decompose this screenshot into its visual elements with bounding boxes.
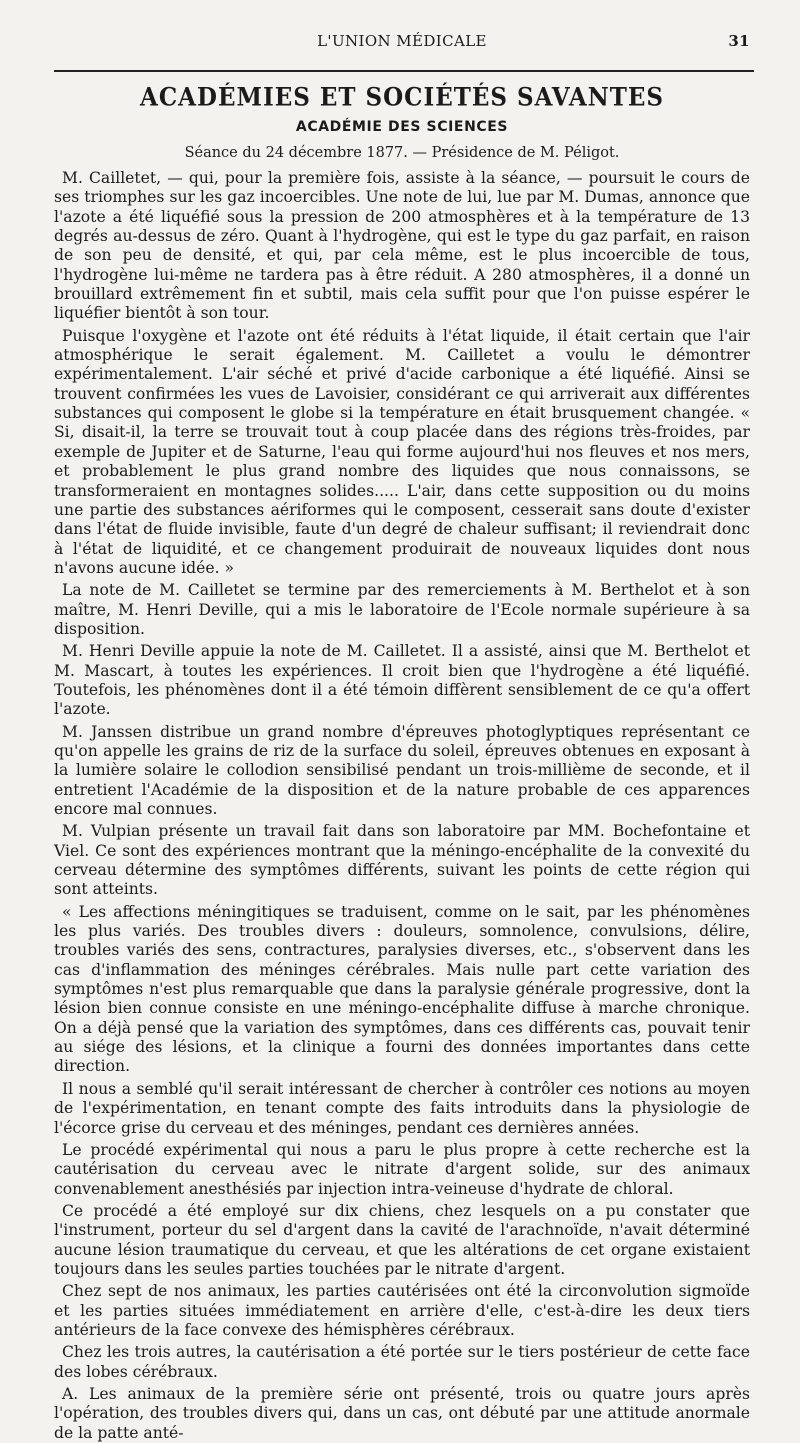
paragraph: Le procédé expérimental qui nous a paru le plus propre à cette recherche est la cautérisation du cerveau avec le nitrate d'argent solide, sur des animaux convenablement anesthésiés par injection intra-veineuse d'hydrate de chloral. bbox=[54, 1140, 750, 1198]
header-rule bbox=[54, 70, 754, 72]
paragraph: « Les affections méningitiques se traduisent, comme on le sait, par les phénomènes les plus variés. Des troubles divers : douleurs, somnolence, convulsions, délire, troubles variés des sens, contractures, paralysies diverses, etc., s'observent dans les cas d'inflammation des méninges cérébrales. Mais nulle part cette variation des symptômes n'est plus remarquable que dans la paralysie générale progressive, dont la lésion bien connue consiste en une méningo-encéphalite diffuse à marche chronique. On a déjà pensé que la variation des symptômes, dans ces différents cas, pouvait tenir au siége des lésions, et la clinique a fourni des données importantes dans cette direction. bbox=[54, 902, 750, 1076]
paragraph: Puisque l'oxygène et l'azote ont été réduits à l'état liquide, il était certain que l'air atmosphérique le serait également. M. Cailletet a voulu le démontrer expérimentalement. L'air séché et privé d'acide carbonique a été liquéfié. Ainsi se trouvent confirmées les vues de Lavoisier, considérant ce qui arriverait aux différentes substances qui composent le globe si la température en était brusquement changée. « Si, disait-il, la terre se trouvait tout à coup placée dans des régions très-froides, par exemple de Jupiter et de Saturne, l'eau qui forme aujourd'hui nos fleuves et nos mers, et probablement le plus grand nombre des liquides que nous connaissons, se transformeraient en montagnes solides..... L'air, dans cette supposition ou du moins une partie des substances aériformes qui le composent, cesserait sans doute d'exister dans l'état de fluide invisible, faute d'un degré de chaleur suffisant; il reviendrait donc à l'état de liquidité, et ce changement produirait de nouveaux liquides dont nous n'avons aucune idée. » bbox=[54, 326, 750, 577]
academy-subtitle: ACADÉMIE DES SCIENCES bbox=[295, 119, 509, 135]
running-title: L'UNION MÉDICALE bbox=[317, 32, 487, 50]
paragraph: Il nous a semblé qu'il serait intéressant de chercher à contrôler ces notions au moyen de l'expérimentation, en tenant compte des faits introduits dans la physiologie de l'écorce grise du cerveau et des méninges, pendant ces dernières années. bbox=[54, 1079, 750, 1137]
paragraph: M. Janssen distribue un grand nombre d'épreuves photoglyptiques représentant ce qu'on appelle les grains de riz de la surface du soleil, épreuves obtenues en exposant à la lumière solaire le collodion sensibilisé pendant un trois-millième de seconde, et il entretient l'Académie de la disposition et de la nature probable de ces apparences encore mal connues. bbox=[54, 722, 750, 818]
paragraph: Ce procédé a été employé sur dix chiens, chez lesquels on a pu constater que l'instrument, porteur du sel d'argent dans la cavité de l'arachnoïde, n'avait déterminé aucune lésion traumatique du cerveau, et que les altérations de cet organe existaient toujours dans les seules parties touchées par le nitrate d'argent. bbox=[54, 1201, 750, 1278]
page-number: 31 bbox=[728, 32, 750, 50]
page-header bbox=[54, 30, 750, 52]
paragraph: M. Henri Deville appuie la note de M. Cailletet. Il a assisté, ainsi que M. Berthelot et M. Mascart, à toutes les expériences. Il croit bien que l'hydrogène a été liquéfié. Toutefois, les phénomènes dont il a été témoin diffèrent sensiblement de ce qu'a offert l'azote. bbox=[54, 642, 750, 719]
paragraph: M. Vulpian présente un travail fait dans son laboratoire par MM. Bochefontaine et Viel. Ce sont des expériences montrant que la méningo-encéphalite de la convexité du cerveau détermine des symptômes différents, suivant les points de cette région qui sont atteints. bbox=[54, 822, 750, 899]
paragraph: A. Les animaux de la première série ont présenté, trois ou quatre jours après l'opération, des troubles divers qui, dans un cas, ont débuté par une attitude anormale de la patte anté- bbox=[54, 1384, 750, 1442]
paragraph: La note de M. Cailletet se termine par des remerciements à M. Berthelot et à son maître, M. Henri Deville, qui a mis le laboratoire de l'Ecole normale supérieure à sa disposition. bbox=[54, 581, 750, 638]
paragraph: M. Cailletet, — qui, pour la première fois, assiste à la séance, — poursuit le cours de ses triomphes sur les gaz incoercibles. Une note de lui, lue par M. Dumas, annonce que l'azote a été liquéfié sous la pression de 200 atmosphères et à la température de 13 degrés au-dessus de zéro. Quant à l'hydrogène, qui est le type du gaz parfait, en raison de son peu de densité, et qui, par cela même, est le plus incoercible de tous, l'hydrogène lui-même ne tardera pas à être réduit. A 280 atmosphères, il a donné un brouillard extrêmement fin et subtil, mais cela suffit pour que l'on puisse espérer le liquéfier bientôt à son tour. bbox=[54, 169, 750, 323]
session-line: Séance du 24 décembre 1877. — Présidence de M. Péligot. bbox=[184, 145, 620, 161]
paragraph: Chez sept de nos animaux, les parties cautérisées ont été la circonvolution sigmoïde et les parties situées immédiatement en arrière d'elle, c'est-à-dire les deux tiers antérieurs de la face convexe des hémisphères cérébraux. bbox=[54, 1282, 750, 1339]
article-body bbox=[54, 169, 750, 1443]
paragraph: Chez les trois autres, la cautérisation a été portée sur le tiers postérieur de cette face des lobes cérébraux. bbox=[54, 1343, 750, 1381]
section-title: ACADÉMIES ET SOCIÉTÉS SAVANTES bbox=[140, 82, 664, 113]
